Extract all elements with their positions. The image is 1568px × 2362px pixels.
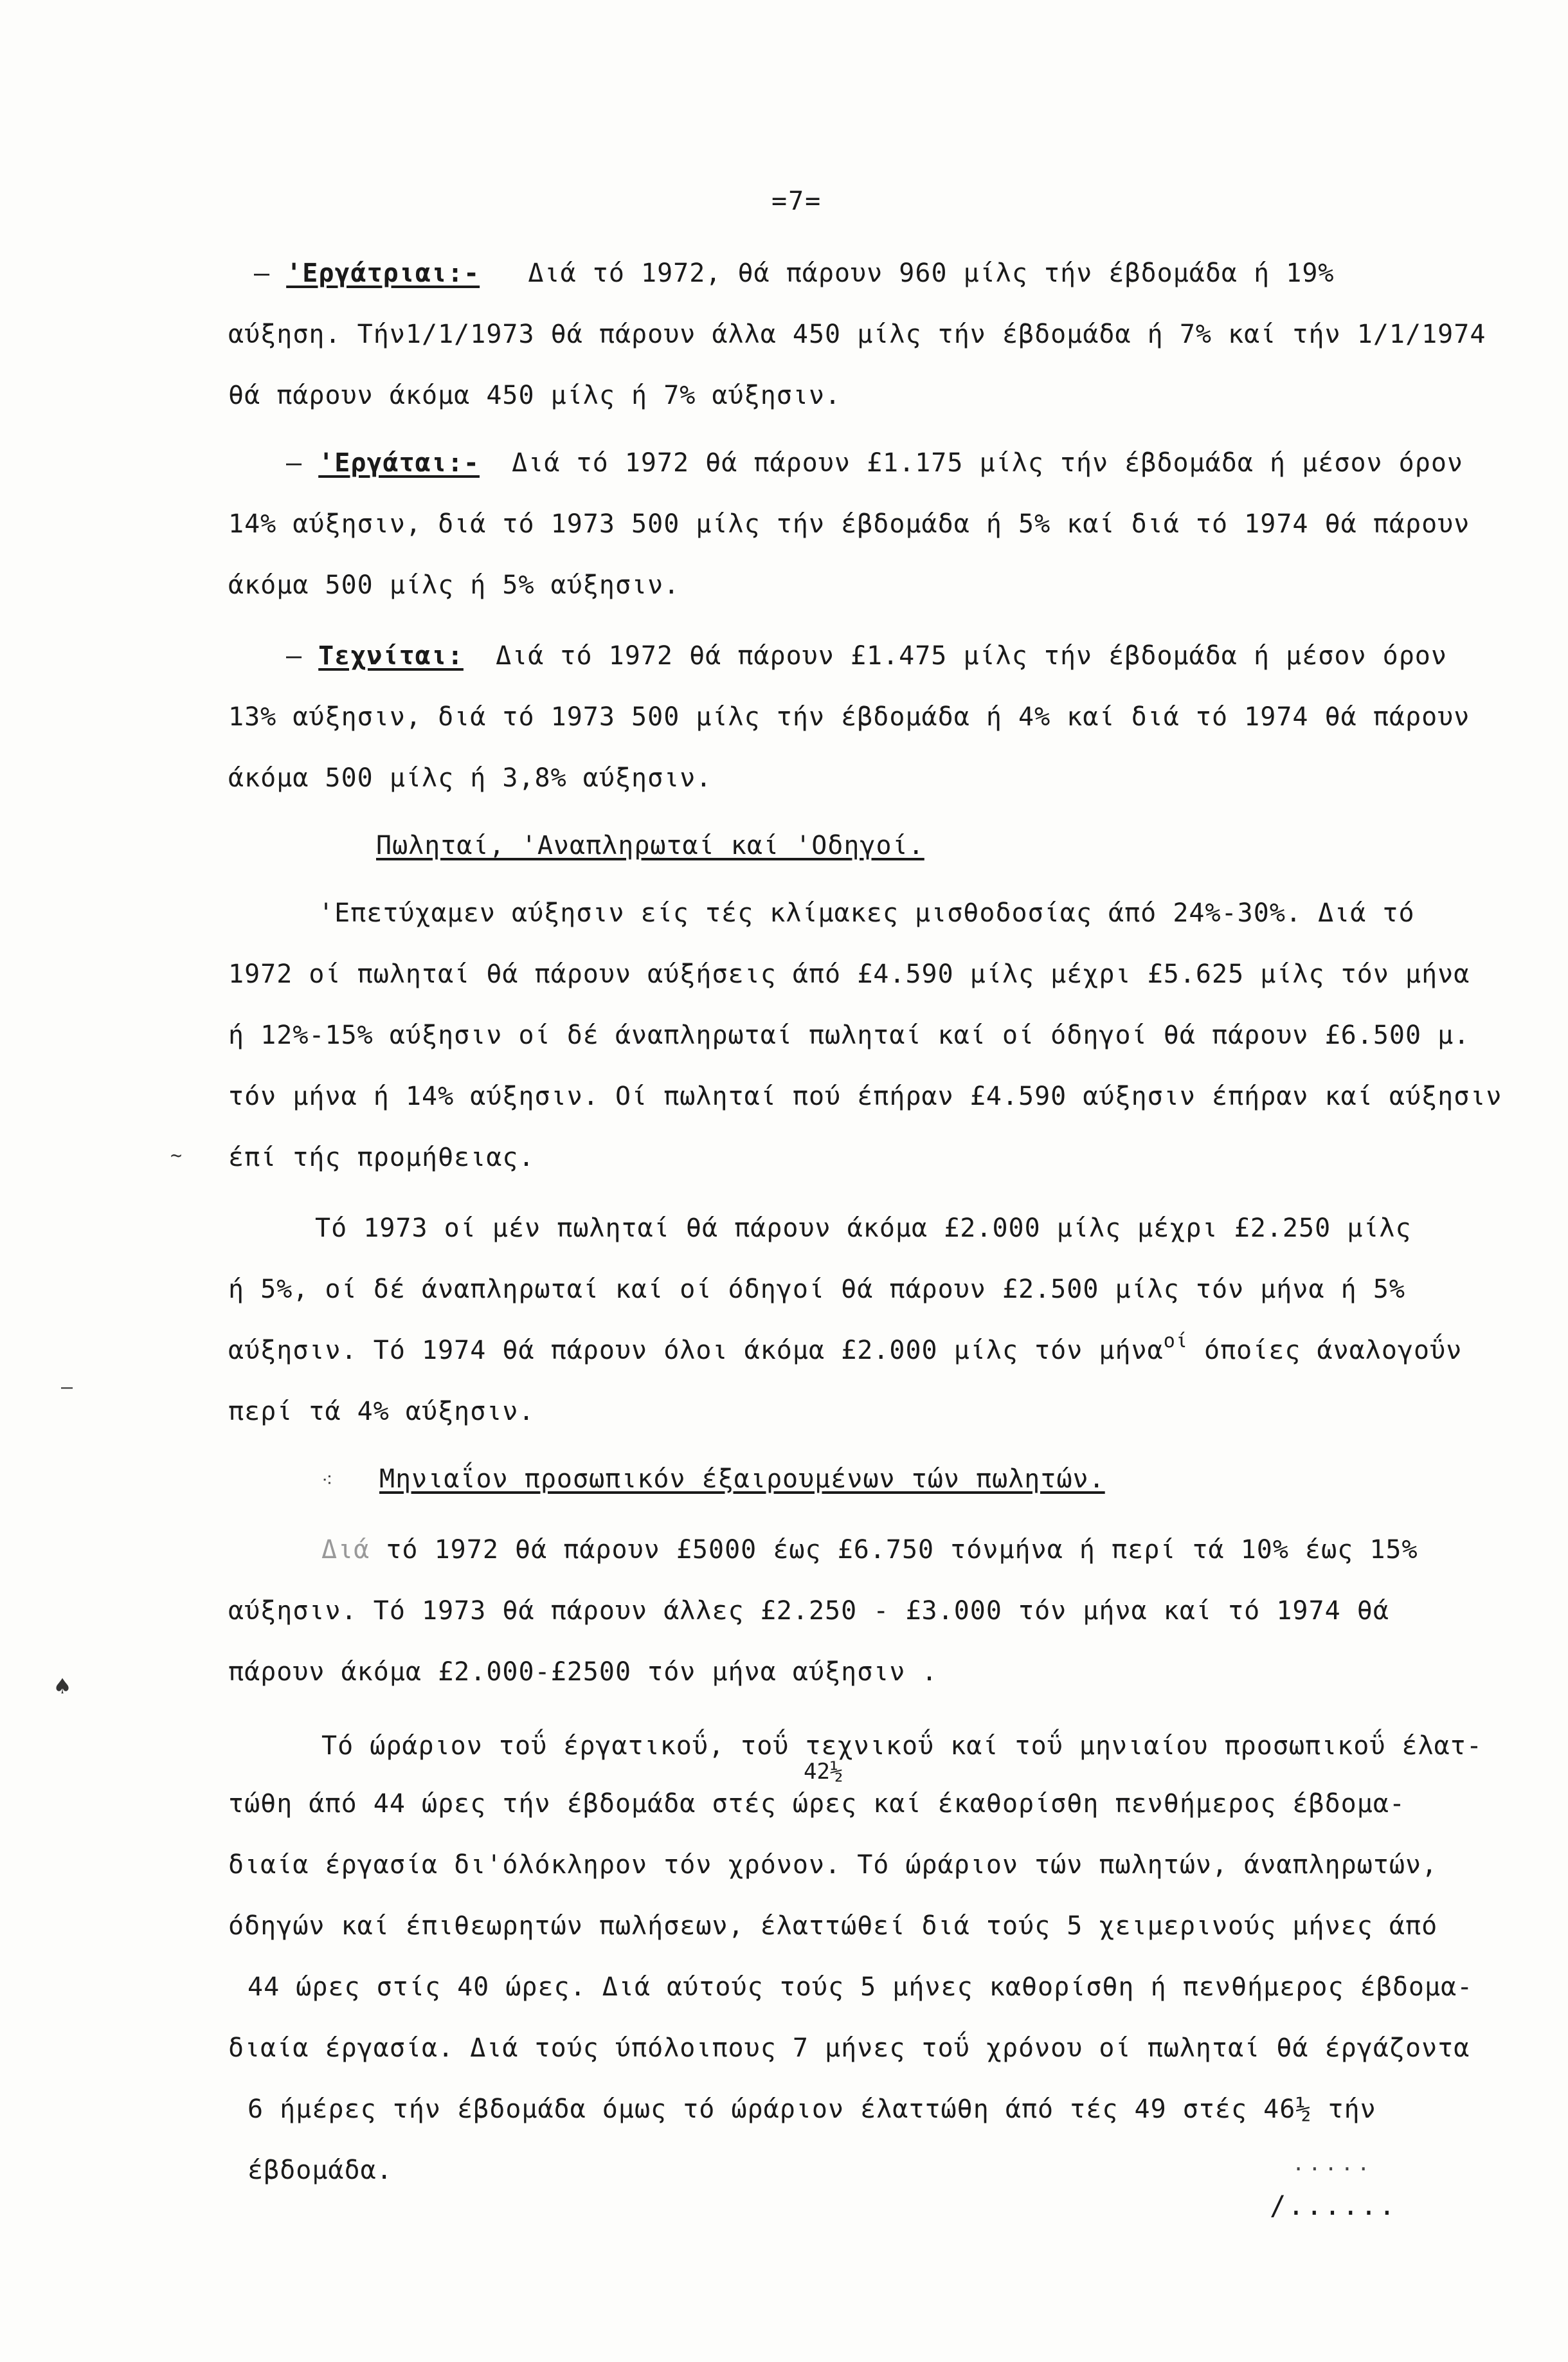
paragraph-4-line-3: ή 12%-15% αύξησιν οί δέ άναπληρωταί πωληταί καί οί όδηγοί θά πάρουν £6.500 μ. (228, 1021, 1470, 1050)
superscript-42-half: 42½ (804, 1759, 843, 1785)
paragraph-4-line-2: 1972 οί πωληταί θά πάρουν αύξήσεις άπό £4.590 μίλς μέχρι £5.625 μίλς τόν μήνα (228, 959, 1470, 989)
paragraph-5-line-2: ή 5%, οί δέ άναπληρωταί καί οί όδηγοί θά πάρουν £2.500 μίλς τόν μήνα ή 5% (228, 1275, 1405, 1304)
paragraph-5-line-1: Τό 1973 οί μέν πωληταί θά πάρουν άκόμα £2.000 μίλς μέχρι £2.250 μίλς (315, 1213, 1412, 1243)
margin-mark: ~ (170, 1145, 183, 1167)
paragraph-7-line-3: διαία έργασία δι'όλόκληρον τόν χρόνον. Τό ώράριον τών πωλητών, άναπληρωτών, (228, 1850, 1438, 1880)
paragraph-1-line-3: θά πάρουν άκόμα 450 μίλς ή 7% αύξησιν. (228, 381, 842, 410)
scan-speck: ⁖ (321, 1469, 333, 1492)
heading-monthly-staff: Μηνιαΐον προσωπικόν έξαιρουμένων τών πωλητών. (379, 1464, 1105, 1494)
heading-sales-staff: Πωληταί, 'Αναπληρωταί καί 'Οδηγοί. (376, 831, 924, 860)
margin-mark: ♠ (55, 1672, 71, 1702)
margin-mark: — (61, 1376, 73, 1399)
continuation-mark: /...... (1270, 2190, 1398, 2221)
paragraph-7-line-6: διαία έργασία. Διά τούς ύπόλοιπους 7 μήνες τοΰ χρόνου οί πωληταί θά έργάζοντα (228, 2033, 1470, 2063)
paragraph-7-line-2: τώθη άπό 44 ώρες τήν έβδομάδα στές ώρες καί έκαθορίσθη πενθήμερος έβδομα- (228, 1789, 1405, 1819)
section-label-ergatai: 'Εργάται:- (318, 448, 480, 478)
paragraph-2-line-3: άκόμα 500 μίλς ή 5% αύξησιν. (228, 570, 680, 600)
section-label-technitai: Τεχνίται: (318, 641, 464, 671)
paragraph-4-line-4: τόν μήνα ή 14% αύξησιν. Οί πωληταί πού έπήραν £4.590 αύξησιν έπήραν καί αύξησιν (228, 1082, 1502, 1111)
paragraph-1-line-2: αύξηση. Τήν1/1/1973 θά πάρουν άλλα 450 μίλς τήν έβδομάδα ή 7% καί τήν 1/1/1974 (228, 320, 1486, 349)
paragraph-1-line-1: – 'Εργάτριαι:- Διά τό 1972, θά πάρουν 960 μίλς τήν έβδομάδα ή 19% (254, 259, 1335, 288)
paragraph-6-line-1: Διά τό 1972 θά πάρουν £5000 έως £6.750 τόνμήνα ή περί τά 10% έως 15% (321, 1535, 1418, 1565)
paragraph-7-line-1: Τό ώράριον τοΰ έργατικοΰ, τοΰ τεχνικοΰ καί τοΰ μηνιαίου προσωπικοΰ έλατ- (321, 1731, 1482, 1761)
page-number: =7= (771, 186, 822, 216)
dotted-mark: ..... (1292, 2151, 1374, 2176)
paragraph-4-line-5: έπί τής προμήθειας. (228, 1143, 535, 1172)
paragraph-2-line-1: – 'Εργάται:- Διά τό 1972 θά πάρουν £1.175 μίλς τήν έβδομάδα ή μέσον όρον (286, 448, 1464, 478)
paragraph-5-line-4: περί τά 4% αύξησιν. (228, 1397, 535, 1426)
paragraph-5-line-3: αύξησιν. Τό 1974 θά πάρουν όλοι άκόμα £2.000 μίλς τόν μήνα$^{oί}$ όποίες άναλογοΰν (228, 1330, 1463, 1365)
paragraph-7-line-7: 6 ήμέρες τήν έβδομάδα όμως τό ώράριον έλαττώθη άπό τές 49 στές 46½ τήν (248, 2094, 1376, 2124)
paragraph-2-line-2: 14% αύξησιν, διά τό 1973 500 μίλς τήν έβδομάδα ή 5% καί διά τό 1974 θά πάρουν (228, 509, 1470, 539)
paragraph-3-line-1: – Τεχνίται: Διά τό 1972 θά πάρουν £1.475 μίλς τήν έβδομάδα ή μέσον όρον (286, 641, 1447, 671)
paragraph-6-line-3: πάρουν άκόμα £2.000-£2500 τόν μήνα αύξησιν . (228, 1657, 938, 1687)
paragraph-4-line-1: 'Επετύχαμεν αύξησιν είς τές κλίμακες μισθοδοσίας άπό 24%-30%. Διά τό (318, 898, 1415, 928)
paragraph-7-line-4: όδηγών καί έπιθεωρητών πωλήσεων, έλαττώθεί διά τούς 5 χειμερινούς μήνες άπό (228, 1911, 1438, 1941)
paragraph-6-line-2: αύξησιν. Τό 1973 θά πάρουν άλλες £2.250 - £3.000 τόν μήνα καί τό 1974 θά (228, 1596, 1389, 1626)
paragraph-7-line-8: έβδομάδα. (248, 2156, 393, 2185)
superscript-oi: οί (1163, 1330, 1188, 1352)
paragraph-3-line-2: 13% αύξησιν, διά τό 1973 500 μίλς τήν έβδομάδα ή 4% καί διά τό 1974 θά πάρουν (228, 702, 1470, 732)
paragraph-7-line-5: 44 ώρες στίς 40 ώρες. Διά αύτούς τούς 5 μήνες καθορίσθη ή πενθήμερος έβδομα- (248, 1972, 1473, 2002)
section-label-ergatriai: 'Εργάτριαι:- (286, 259, 480, 288)
paragraph-3-line-3: άκόμα 500 μίλς ή 3,8% αύξησιν. (228, 763, 712, 793)
